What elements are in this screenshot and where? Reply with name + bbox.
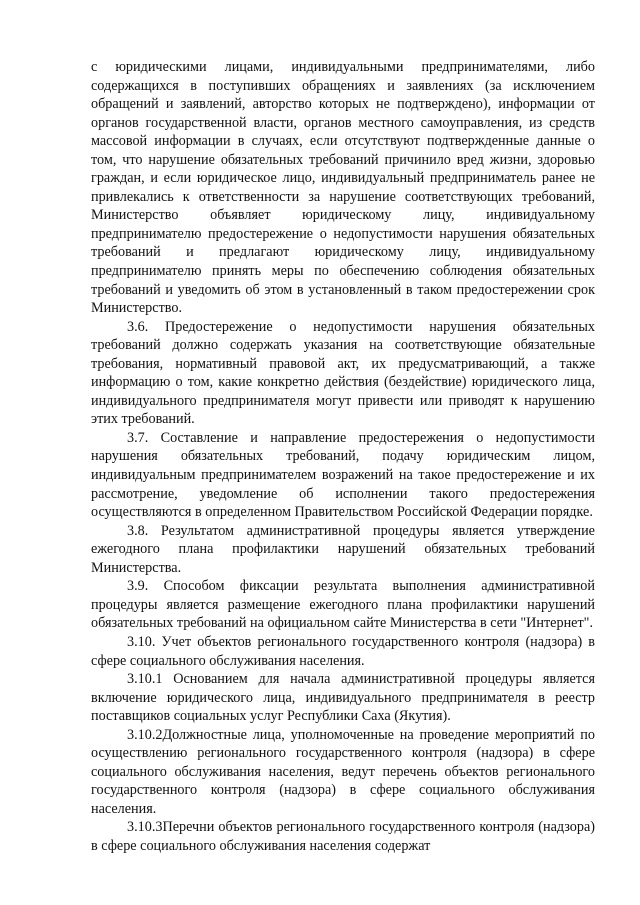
paragraph-3-10-3: 3.10.3Перечни объектов регионального государственного контроля (надзора) в сфере социального обслуживания населения содержат (91, 819, 595, 854)
paragraph-3-10-2: 3.10.2Должностные лица, уполномоченные на проведение мероприятий по осуществлению регионального государственного контроля (надзора) в сфере социального обслуживания населения, ведут перечень объектов регионального государственного контроля (надзора) в сфере социального обслуживания населения. (91, 726, 595, 817)
paragraph-3-9: 3.9. Способом фиксации результата выполнения административной процедуры является размещение ежегодного плана профилактики нарушений обязательных требований на официальном сайте Министерства в сети "Интернет". (91, 578, 595, 632)
paragraph-continuation: с юридическими лицами, индивидуальными предпринимателями, либо содержащихся в поступивших обращениях и заявлениях (за исключением обращений и заявлений, авторство которых не подтверждено), информации от органов государственной власти, органов местного самоуправления, из средств массовой информации в случаях, если отсутствуют подтвержденные данные о том, что нарушение обязательных требований причинило вред жизни, здоровью граждан, и если юридическое лицо, индивидуальный предприниматель ранее не привлекались к ответственности за нарушение соответствующих требований, Министерство объявляет юридическому лицу, индивидуальному предпринимателю предостережение о недопустимости нарушения обязательных требований и предлагают юридическому лицу, индивидуальному предпринимателю принять меры по обеспечению соблюдения обязательных требований и уведомить об этом в установленный в таком предостережении срок Министерство. (91, 59, 595, 317)
paragraph-3-6: 3.6. Предостережение о недопустимости нарушения обязательных требований должно содержать указания на соответствующие обязательные требования, нормативный правовой акт, их предусматривающий, а также информацию о том, какие конкретно действия (бездействие) юридического лица, индивидуального предпринимателя могут привести или приводят к нарушению этих требований. (91, 318, 595, 428)
paragraph-3-8: 3.8. Результатом административной процедуры является утверждение ежегодного плана профилактики нарушений обязательных требований Министерства. (91, 522, 595, 576)
paragraph-3-7: 3.7. Составление и направление предостережения о недопустимости нарушения обязательных требований, подачу юридическим лицом, индивидуальным предпринимателем возражений на такое предостережение и их рассмотрение, уведомление об исполнении такого предостережения осуществляются в определенном Правительством Российской Федерации порядке. (91, 429, 595, 521)
paragraph-3-10: 3.10. Учет объектов регионального государственного контроля (надзора) в сфере социального обслуживания населения. (91, 633, 595, 669)
document-page (91, 58, 595, 856)
paragraph-3-10-1: 3.10.1 Основанием для начала административной процедуры является включение юридического лица, индивидуального предпринимателя в реестр поставщиков социальных услуг Республики Саха (Якутия). (91, 671, 595, 725)
